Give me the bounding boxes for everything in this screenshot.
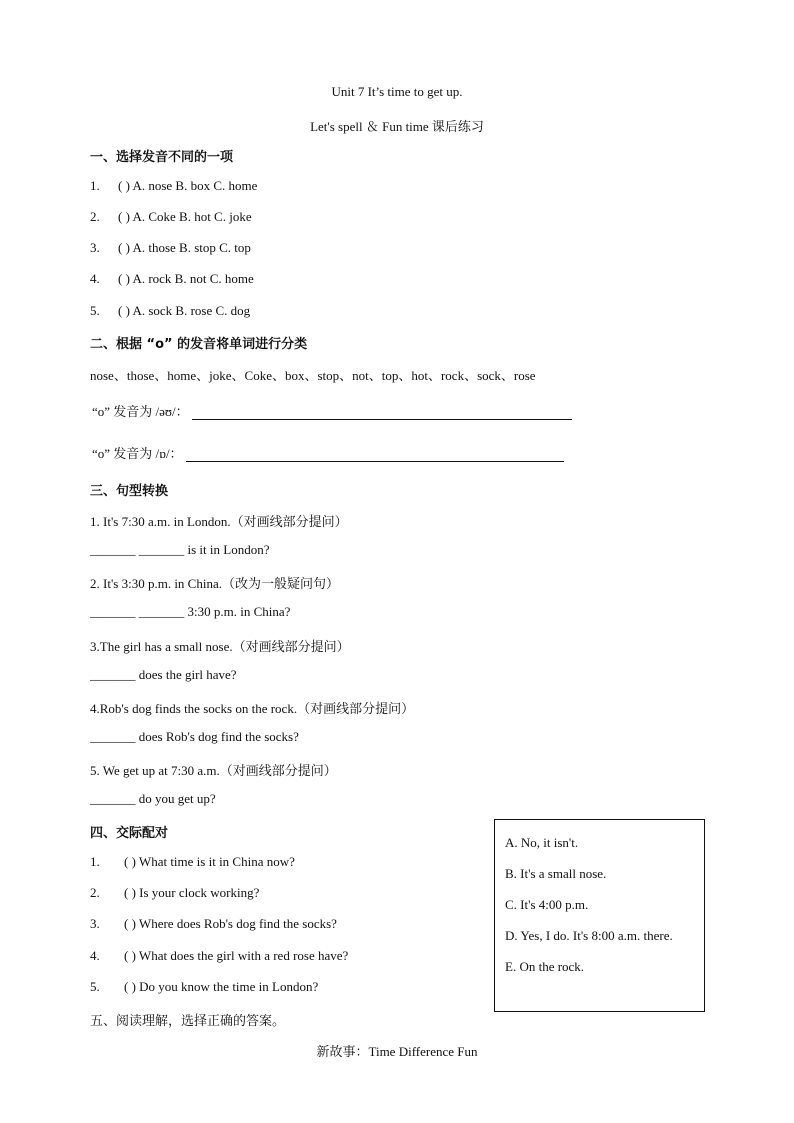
classify-label: “o” 发音为 /əʊ/： <box>92 404 189 419</box>
classify-label: “o” 发音为 /ɒ/： <box>92 446 183 461</box>
classify-row-ou <box>92 401 572 420</box>
word-list: nose、those、home、joke、Coke、box、stop、not、top、hot、rock、sock、rose <box>90 368 536 383</box>
answer-option: B. It's a small nose. <box>505 866 607 881</box>
answer-option: C. It's 4:00 p.m. <box>505 897 589 912</box>
question-line: 1. It's 7:30 a.m. in London.（对画线部分提问） <box>90 514 348 529</box>
page-subtitle: Let's spell ＆ Fun time 课后练习 <box>310 119 484 134</box>
section1-heading: 一、选择发音不同的一项 <box>90 150 234 165</box>
list-item: 1. ( ) What time is it in China now? <box>90 854 295 869</box>
section2-heading: 二、根据 “o” 的发音将单词进行分类 <box>90 337 308 352</box>
answer-blank[interactable] <box>186 449 564 462</box>
list-item: 5. ( ) A. sock B. rose C. dog <box>90 303 251 318</box>
answer-line: _______ _______ 3:30 p.m. in China? <box>90 604 291 619</box>
question-line: 4.Rob's dog finds the socks on the rock.（对画线部分提问） <box>90 701 415 716</box>
answer-line: _______ _______ is it in London? <box>90 542 270 557</box>
answer-options-box <box>494 819 705 1012</box>
question-line: 2. It's 3:30 p.m. in China.（改为一般疑问句） <box>90 576 339 591</box>
answer-option: E. On the rock. <box>505 959 585 974</box>
answer-line: _______ do you get up? <box>90 791 216 806</box>
question-line: 3.The girl has a small nose.（对画线部分提问） <box>90 639 350 654</box>
answer-option: D. Yes, I do. It's 8:00 a.m. there. <box>505 928 673 943</box>
page-title: Unit 7 It’s time to get up. <box>331 84 463 99</box>
classify-row-o <box>92 443 564 462</box>
answer-line: _______ does the girl have? <box>90 667 237 682</box>
answer-option: A. No, it isn't. <box>505 835 579 850</box>
story-title: 新故事：Time Difference Fun <box>316 1044 478 1059</box>
list-item: 2. ( ) A. Coke B. hot C. joke <box>90 209 252 224</box>
list-item: 5. ( ) Do you know the time in London? <box>90 979 319 994</box>
question-line: 5. We get up at 7:30 a.m.（对画线部分提问） <box>90 763 337 778</box>
section4-heading: 四、交际配对 <box>90 826 169 841</box>
list-item: 3. ( ) A. those B. stop C. top <box>90 240 251 255</box>
list-item: 4. ( ) A. rock B. not C. home <box>90 271 254 286</box>
list-item: 2. ( ) Is your clock working? <box>90 885 260 900</box>
list-item: 1. ( ) A. nose B. box C. home <box>90 178 258 193</box>
list-item: 3. ( ) Where does Rob's dog find the socks? <box>90 916 337 931</box>
list-item: 4. ( ) What does the girl with a red rose have? <box>90 948 349 963</box>
answer-blank[interactable] <box>192 407 572 420</box>
section3-heading: 三、句型转换 <box>90 484 169 499</box>
section5-heading: 五、阅读理解，选择正确的答案。 <box>90 1013 286 1028</box>
answer-line: _______ does Rob's dog find the socks? <box>90 729 299 744</box>
